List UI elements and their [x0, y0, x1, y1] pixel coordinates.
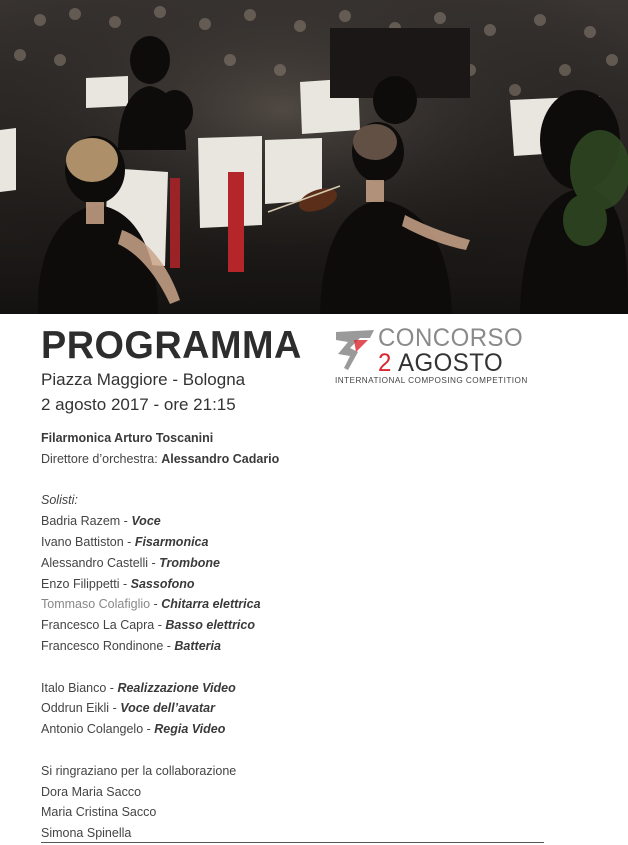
soloist-row: Alessandro Castelli - Trombone: [41, 555, 220, 570]
soloist-name: Badria Razem: [41, 514, 121, 529]
concorso-logo-mark-icon: [334, 328, 376, 372]
event-datetime: 2 agosto 2017 - ore 21:15: [41, 395, 236, 414]
soloist-row: Francesco Rondinone - Batteria: [41, 638, 221, 653]
video-credit-name: Antonio Colangelo: [41, 722, 144, 737]
soloist-name: Ivano Battiston: [41, 534, 124, 549]
program-credits: [41, 428, 279, 844]
director-label: Direttore d’orchestra:: [41, 451, 158, 466]
concorso-2-agosto-logo: [334, 326, 546, 392]
video-credit-row: Italo Bianco - Realizzazione Video: [41, 680, 236, 695]
logo-date-text: [378, 351, 503, 376]
video-credit-role: Regia Video: [154, 722, 226, 737]
video-credit-name: Italo Bianco: [41, 680, 107, 695]
orchestra-concert-photo: [0, 0, 628, 314]
soloist-name: Alessandro Castelli: [41, 555, 148, 570]
soloist-role: Batteria: [174, 638, 221, 653]
venue-location: Piazza Maggiore - Bologna: [41, 370, 246, 389]
soloist-name: Tommaso Colafiglio: [41, 597, 151, 612]
soloist-row: Tommaso Colafiglio - Chitarra elettrica: [41, 597, 261, 612]
soloist-row: Francesco La Capra - Basso elettrico: [41, 618, 255, 633]
soloist-name: Enzo Filippetti: [41, 576, 120, 591]
soloist-name: Francesco La Capra: [41, 618, 155, 633]
video-credit-role: Voce dell’avatar: [120, 701, 215, 716]
soloist-role: Sassofono: [130, 576, 195, 591]
soloists-heading: Solisti:: [41, 493, 78, 508]
soloist-role: Chitarra elettrica: [161, 597, 261, 612]
director-line: [41, 449, 279, 470]
thanks-heading: Si ringraziano per la collaborazione: [41, 763, 237, 778]
page-title: PROGRAMMA: [41, 324, 302, 367]
logo-number: 2: [378, 349, 392, 377]
soloist-row: Ivano Battiston - Fisarmonica: [41, 534, 209, 549]
soloist-row: Badria Razem - Voce: [41, 514, 161, 529]
logo-concorso-text: CONCORSO: [378, 324, 524, 352]
logo-month: AGOSTO: [398, 349, 504, 377]
soloist-role: Basso elettrico: [165, 618, 255, 633]
thanks-name: Maria Cristina Sacco: [41, 805, 157, 820]
thanks-name: Dora Maria Sacco: [41, 784, 142, 799]
logo-tagline: INTERNATIONAL COMPOSING COMPETITION: [335, 376, 528, 385]
video-credit-row: Oddrun Eikli - Voce dell’avatar: [41, 701, 215, 716]
video-credit-row: Antonio Colangelo - Regia Video: [41, 722, 226, 737]
orchestra-name: Filarmonica Arturo Toscanini: [41, 431, 214, 445]
video-credit-name: Oddrun Eikli: [41, 701, 110, 716]
soloist-role: Trombone: [159, 555, 220, 570]
director-name: Alessandro Cadario: [161, 451, 280, 466]
soloist-role: Fisarmonica: [134, 534, 209, 549]
thanks-name: Simona Spinella: [41, 826, 132, 841]
soloist-name: Francesco Rondinone: [41, 638, 164, 653]
soloist-role: Voce: [131, 514, 161, 529]
video-credit-role: Realizzazione Video: [117, 680, 236, 695]
soloist-row: Enzo Filippetti - Sassofono: [41, 576, 195, 591]
bottom-divider: [41, 842, 544, 843]
